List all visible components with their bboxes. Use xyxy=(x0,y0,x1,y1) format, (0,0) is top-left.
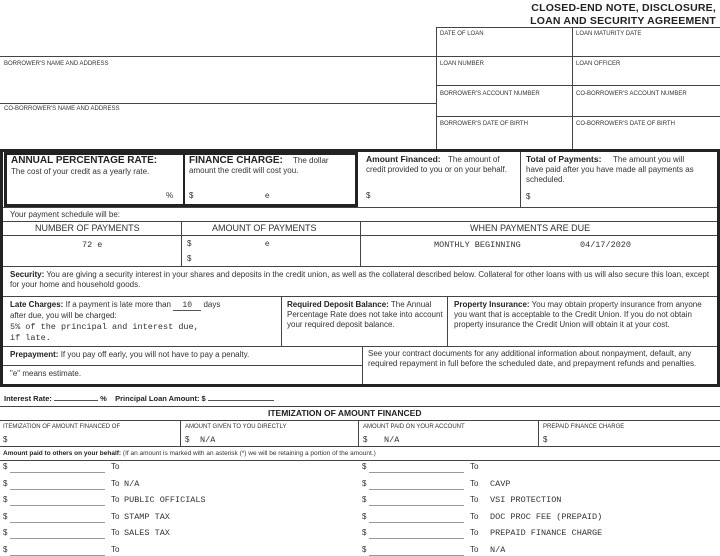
itemization-col-4: PREPAID FINANCE CHARGE xyxy=(543,424,625,430)
date-of-loan-label: DATE OF LOAN xyxy=(440,31,484,37)
itemization-dollar-4: $ xyxy=(543,435,548,444)
security-text: You are giving a security interest in your shares and deposits in the credit union, as well as the collateral described below. Collateral for other loans with us will also secure this loan, except for your home and household goods. xyxy=(10,270,710,289)
amount-financed-description: The amount of credit provided to you or on your behalf. xyxy=(366,155,507,174)
first-payment-date: 04/17/2020 xyxy=(580,240,632,250)
prepayment-text: If you pay off early, you will not have to pay a penalty. xyxy=(60,350,250,359)
itemization-col-1: ITEMIZATION OF AMOUNT FINANCED OF xyxy=(3,424,121,430)
amount-paid-value: N/A xyxy=(384,435,400,445)
payee-left-name: STAMP TAX xyxy=(124,512,170,522)
apr-description: The cost of your credit as a yearly rate. xyxy=(11,167,150,176)
loan-maturity-date-label: LOAN MATURITY DATE xyxy=(576,31,642,37)
apr-label: ANNUAL PERCENTAGE RATE: xyxy=(11,155,158,166)
payee-right-name: N/A xyxy=(490,545,506,555)
payee-left-amount-line[interactable] xyxy=(10,538,105,539)
col-amount-of-payments: AMOUNT OF PAYMENTS xyxy=(212,223,317,233)
security-paragraph xyxy=(10,270,710,290)
payee-left-to: To xyxy=(111,479,120,488)
principal-loan-label: Principal Loan Amount: $ xyxy=(115,394,206,403)
payee-right-name: CAVP xyxy=(490,479,511,489)
finance-charge-value: e xyxy=(265,191,270,200)
deposit-label: Required Deposit Balance: xyxy=(287,300,389,309)
payee-left-dollar: $ xyxy=(3,462,8,471)
document-title-line2: LOAN AND SECURITY AGREEMENT xyxy=(530,15,716,27)
payee-left-to: To xyxy=(111,462,120,471)
late-text-2: days xyxy=(203,300,221,309)
interest-rate-blank[interactable] xyxy=(54,400,98,401)
co-borrower-dob-label: CO-BORROWER'S DATE OF BIRTH xyxy=(576,121,675,127)
late-text-3: after due, you will be charged: xyxy=(10,311,117,320)
finance-charge-description: The dollar amount the credit will cost you. xyxy=(189,156,329,175)
payee-right-dollar: $ xyxy=(362,545,367,554)
when-payments-due-value: MONTHLY BEGINNING xyxy=(434,240,521,250)
security-label: Security: xyxy=(10,270,45,279)
payee-right-dollar: $ xyxy=(362,462,367,471)
borrower-account-label: BORROWER'S ACCOUNT NUMBER xyxy=(440,91,540,97)
itemization-col-3: AMOUNT PAID ON YOUR ACCOUNT xyxy=(363,424,465,430)
apr-unit: % xyxy=(166,191,174,200)
total-payments-label: Total of Payments: xyxy=(526,154,602,164)
payee-left-name: PUBLIC OFFICIALS xyxy=(124,495,206,505)
principal-loan-blank[interactable] xyxy=(208,400,274,401)
payee-right-name: PREPAID FINANCE CHARGE xyxy=(490,528,603,538)
late-days-value: 10 xyxy=(173,302,201,311)
contract-documents-text: See your contract documents for any additional information about nonpayment, default, any required repayment in full before the scheduled date, and prepayment refunds and penalties. xyxy=(368,349,697,368)
payee-right-to: To xyxy=(470,528,479,537)
co-borrower-name-label: CO-BORROWER'S NAME AND ADDRESS xyxy=(4,106,120,112)
property-insurance-paragraph xyxy=(454,300,714,330)
itemization-col-2: AMOUNT GIVEN TO YOU DIRECTLY xyxy=(185,424,287,430)
property-insurance-label: Property Insurance: xyxy=(454,300,530,309)
payee-right-to: To xyxy=(470,512,479,521)
payee-right-dollar: $ xyxy=(362,479,367,488)
loan-number-label: LOAN NUMBER xyxy=(440,61,485,67)
amount-financed-label: Amount Financed: xyxy=(366,154,441,164)
amount-given-value: N/A xyxy=(200,435,216,445)
others-note: (If an amount is marked with an asterisk (*) we will be retaining a portion of the amount.) xyxy=(122,450,376,457)
borrower-dob-label: BORROWER'S DATE OF BIRTH xyxy=(440,121,528,127)
amount-dollar-1: $ xyxy=(187,239,192,248)
amount-financed-dollar: $ xyxy=(366,191,371,200)
payee-left-amount-line[interactable] xyxy=(10,472,105,473)
payee-right-to: To xyxy=(470,495,479,504)
amount-of-payments-value: e xyxy=(265,239,270,248)
finance-charge-label: FINANCE CHARGE: xyxy=(189,155,283,166)
payee-left-to: To xyxy=(111,512,120,521)
borrower-name-label: BORROWER'S NAME AND ADDRESS xyxy=(4,61,109,67)
payee-left-dollar: $ xyxy=(3,545,8,554)
late-charges-line xyxy=(10,301,220,311)
schedule-intro: Your payment schedule will be: xyxy=(10,210,120,219)
amount-dollar-2: $ xyxy=(187,254,192,263)
payee-left-dollar: $ xyxy=(3,512,8,521)
document-title-line1: CLOSED-END NOTE, DISCLOSURE, xyxy=(531,2,716,14)
loan-officer-label: LOAN OFFICER xyxy=(576,61,621,67)
payee-right-amount-line[interactable] xyxy=(369,522,464,523)
payee-right-amount-line[interactable] xyxy=(369,489,464,490)
payee-right-to: To xyxy=(470,479,479,488)
interest-rate-unit: % xyxy=(100,394,107,403)
payee-left-dollar: $ xyxy=(3,495,8,504)
payee-left-to: To xyxy=(111,545,120,554)
payee-right-amount-line[interactable] xyxy=(369,538,464,539)
co-borrower-account-label: CO-BORROWER'S ACCOUNT NUMBER xyxy=(576,91,687,97)
estimate-note: "e" means estimate. xyxy=(10,369,82,378)
deposit-text: The Annual Percentage Rate does not take into account your required deposit balance. xyxy=(287,300,443,329)
payee-right-to: To xyxy=(470,462,479,471)
payee-right-dollar: $ xyxy=(362,528,367,537)
payee-right-name: DOC PROC FEE (PREPAID) xyxy=(490,512,603,522)
late-text-1: If a payment is late more than xyxy=(65,300,171,309)
payee-left-name: N/A xyxy=(124,479,140,489)
payee-right-dollar: $ xyxy=(362,495,367,504)
itemization-title: ITEMIZATION OF AMOUNT FINANCED xyxy=(268,408,422,418)
payee-left-dollar: $ xyxy=(3,528,8,537)
payee-left-name: SALES TAX xyxy=(124,528,170,538)
payee-left-to: To xyxy=(111,528,120,537)
number-of-payments-value: 72 e xyxy=(82,240,103,250)
payee-left-amount-line[interactable] xyxy=(10,489,105,490)
payee-right-to: To xyxy=(470,545,479,554)
payee-right-dollar: $ xyxy=(362,512,367,521)
itemization-dollar-1: $ xyxy=(3,435,8,444)
payee-left-amount-line[interactable] xyxy=(10,522,105,523)
property-insurance-text: You may obtain property insurance from anyone you want that is acceptable to the Credit Union. If you do not obtain property insurance the Credit Union will obtain it at your cost. xyxy=(454,300,702,329)
total-payments-dollar: $ xyxy=(526,192,531,201)
payee-right-amount-line[interactable] xyxy=(369,505,464,506)
deposit-paragraph xyxy=(287,300,443,330)
payee-left-dollar: $ xyxy=(3,479,8,488)
payee-right-name: VSI PROTECTION xyxy=(490,495,562,505)
total-payments-description: The amount you will have paid after you have made all payments as scheduled. xyxy=(526,155,694,184)
interest-rate-label: Interest Rate: xyxy=(4,394,52,403)
late-charge-line-1: 5% of the principal and interest due, xyxy=(10,322,199,332)
late-charge-line-2: if late. xyxy=(10,333,51,343)
itemization-dollar-2: $ xyxy=(185,435,190,444)
payee-right-amount-line[interactable] xyxy=(369,472,464,473)
others-label: Amount paid to others on your behalf: xyxy=(3,450,122,457)
col-when-payments-due: WHEN PAYMENTS ARE DUE xyxy=(470,223,591,233)
payee-left-to: To xyxy=(111,495,120,504)
others-line xyxy=(3,451,376,458)
prepayment-line xyxy=(10,351,249,359)
finance-charge-dollar: $ xyxy=(189,191,194,200)
late-charges-label: Late Charges: xyxy=(10,300,64,309)
prepayment-label: Prepayment: xyxy=(10,350,59,359)
col-number-of-payments: NUMBER OF PAYMENTS xyxy=(35,223,140,233)
itemization-dollar-3: $ xyxy=(363,435,368,444)
interest-rate-line xyxy=(4,395,274,403)
payee-left-amount-line[interactable] xyxy=(10,505,105,506)
